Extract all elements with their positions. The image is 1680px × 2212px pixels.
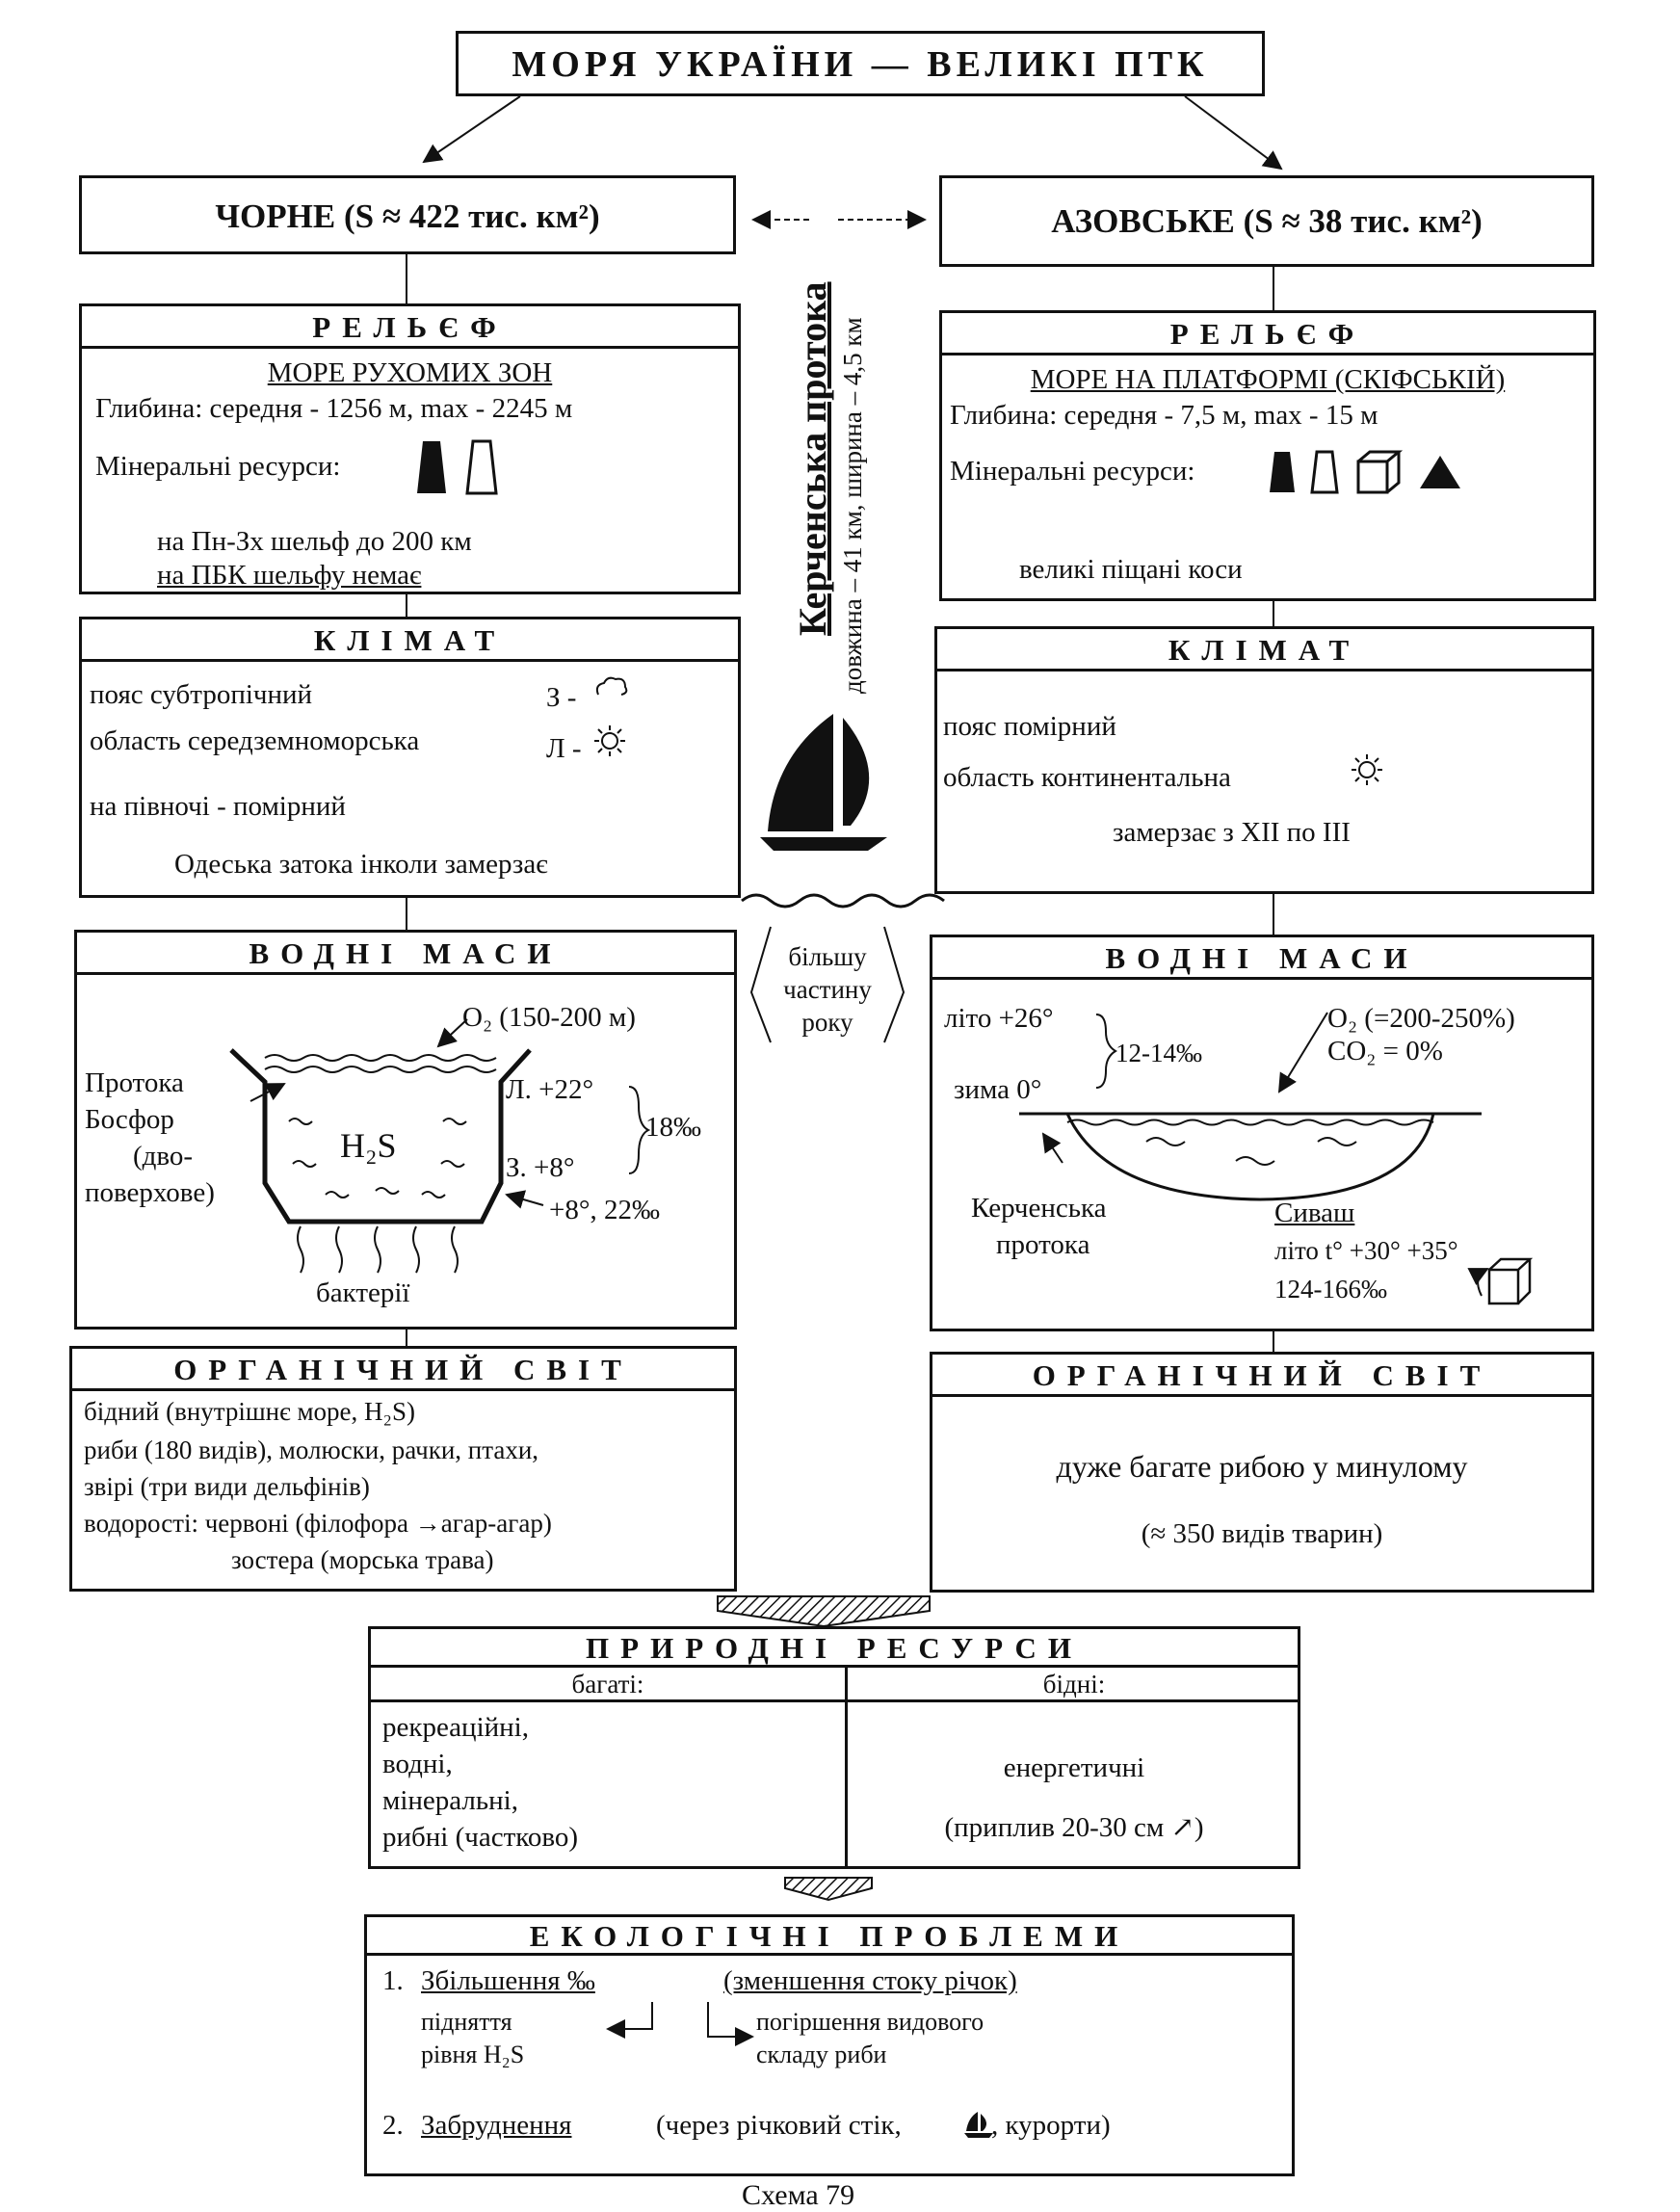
resources-rich-item: водні, [382, 1749, 453, 1779]
sivash-temp: літо t° +30° +35° [1274, 1236, 1458, 1265]
black-organic-line3: звірі (три види дельфінів) [84, 1472, 370, 1501]
eco-p1-effect1-line1: підняття [421, 2008, 512, 2036]
black-relief-box [79, 303, 741, 594]
azov-climate-freeze: замерзає з XII по III [1113, 817, 1351, 848]
black-organic-header: ОРГАНІЧНИЙ СВІТ [72, 1349, 734, 1391]
azov-sea-basin-diagram [932, 937, 1597, 1334]
sivash-label: Сиваш [1274, 1198, 1355, 1228]
black-shelf-south: на ПБК шельфу немає [157, 560, 422, 591]
ship-icon [964, 2110, 993, 2139]
azov-salinity: 12-14‰ [1116, 1039, 1202, 1067]
cloud-icon [592, 675, 631, 700]
black-organic-line1: бідний (внутрішнє море, H₂S) [84, 1397, 415, 1426]
azov-relief-depth: Глибина: середня - 7,5 м, max - 15 м [950, 400, 1378, 431]
black-sea-basin-diagram [77, 933, 740, 1332]
black-o2: O₂ (150-200 м) [462, 1002, 636, 1033]
azov-minerals-label: Мінеральні ресурси: [950, 456, 1195, 487]
middle-note-line3: року [801, 1008, 853, 1037]
black-summer-temp: Л. +22° [506, 1074, 594, 1105]
black-organic-line2: риби (180 видів), молюски, рачки, птахи, [84, 1435, 539, 1464]
ore-triangle-icon [1418, 454, 1462, 492]
azov-o2: O₂ (=200-250%) [1327, 1003, 1515, 1034]
black-minerals-label: Мінеральні ресурси: [95, 451, 341, 482]
sailboat-icon [756, 708, 891, 853]
bosphorus-line3: (дво- [133, 1141, 194, 1172]
eco-p1-effect1-line2: рівня H₂S [421, 2041, 525, 2068]
black-climate-region: область середземноморська [90, 725, 420, 756]
resources-header: ПРИРОДНІ РЕСУРСИ [371, 1629, 1298, 1668]
resources-box [368, 1626, 1300, 1869]
azov-sand-spits: великі піщані коси [1019, 554, 1243, 585]
azov-relief-box [939, 310, 1596, 601]
sun-icon [592, 724, 627, 758]
gas-icon [465, 439, 498, 495]
eco-p1-title: Збільшення ‰ [421, 1965, 595, 1996]
eco-p1-effect2-line1: погіршення видового [756, 2008, 984, 2036]
bosphorus-line2: Босфор [85, 1104, 174, 1135]
figure-caption: Схема 79 [742, 2179, 855, 2211]
eco-p1-note: (зменшення стоку річок) [723, 1965, 1017, 1996]
page-title: МОРЯ УКРАЇНИ — ВЕЛИКІ ПТК [512, 44, 1209, 85]
kerch-strait-name: Керченська протока [791, 281, 834, 636]
black-h2s: H₂S [340, 1126, 397, 1165]
azov-strait-line2: протока [996, 1229, 1090, 1260]
azov-organic-line1: дуже багате рибою у минулому [1056, 1449, 1468, 1484]
bosphorus-line4: поверхове) [85, 1177, 215, 1208]
middle-note-line1: більшу [788, 942, 867, 971]
azov-co2: CO₂ = 0% [1327, 1036, 1443, 1066]
black-climate-box [79, 617, 741, 898]
sivash-salinity: 124-166‰ [1274, 1275, 1387, 1304]
resources-poor-header: бідні: [1042, 1670, 1106, 1698]
black-climate-header: КЛІМАТ [82, 619, 738, 662]
resources-rich-item: мінеральні, [382, 1785, 518, 1816]
winter-mark: З - [546, 682, 577, 713]
summer-mark: Л - [546, 733, 582, 764]
azov-winter-temp: зима 0° [954, 1074, 1042, 1105]
black-sea-heading: ЧОРНЕ (S ≈ 422 тис. км²) [215, 198, 600, 235]
black-shelf-nw: на Пн-Зх шельф до 200 км [157, 526, 472, 557]
azov-relief-header: РЕЛЬЄФ [942, 313, 1593, 356]
black-climate-belt: пояс субтропічний [90, 679, 313, 710]
azov-strait-line1: Керченська [971, 1193, 1107, 1224]
black-sea-heading-box [79, 175, 736, 254]
black-water-box [74, 930, 737, 1330]
black-relief-type: МОРЕ РУХОМИХ ЗОН [267, 357, 553, 388]
black-climate-freeze: Одеська затока інколи замерзає [174, 849, 548, 880]
black-organic-box [69, 1346, 737, 1592]
azov-climate-header: КЛІМАТ [937, 629, 1591, 672]
black-climate-north: на півночі - помірний [90, 791, 346, 822]
black-relief-header: РЕЛЬЄФ [82, 306, 738, 349]
azov-water-box [930, 935, 1594, 1331]
black-winter-temp: З. +8° [506, 1152, 575, 1183]
black-organic-line4: водорості: червоні (філофора →агар-агар) [84, 1509, 552, 1538]
azov-sea-heading: АЗОВСЬКЕ (S ≈ 38 тис. км²) [1051, 202, 1483, 240]
azov-organic-box [930, 1352, 1594, 1593]
kerch-strait-size: довжина – 41 км, ширина – 4,5 км [838, 317, 867, 694]
title-box [456, 31, 1265, 96]
sun-icon [1350, 752, 1384, 787]
resources-rich-header: багаті: [571, 1670, 644, 1698]
eco-header: ЕКОЛОГІЧНІ ПРОБЛЕМИ [367, 1917, 1292, 1956]
azov-sea-heading-box [939, 175, 1594, 267]
gas-icon [1310, 450, 1339, 494]
azov-climate-belt: пояс помірний [943, 711, 1116, 742]
black-bacteria: бактерії [316, 1277, 410, 1308]
oil-icon [1268, 450, 1297, 494]
resources-rich-item: рекреаційні, [382, 1712, 529, 1743]
eco-p2-num: 2. [382, 2110, 404, 2141]
azov-climate-region: область континентальна [943, 762, 1231, 793]
resources-poor-tide: (приплив 20-30 см ↗) [944, 1812, 1204, 1843]
resources-rich-item: рибні (частково) [382, 1822, 579, 1853]
black-organic-line5: зостера (морська трава) [231, 1545, 494, 1574]
eco-p2-note-b: , курорти) [991, 2110, 1111, 2141]
black-water-header: ВОДНІ МАСИ [77, 933, 734, 975]
azov-relief-type: МОРЕ НА ПЛАТФОРМІ (СКІФСЬКІЙ) [1030, 364, 1506, 395]
eco-p2-title: Забруднення [421, 2110, 572, 2141]
black-deep-water: +8°, 22‰ [549, 1195, 660, 1225]
azov-organic-line2: (≈ 350 видів тварин) [1141, 1518, 1383, 1549]
oil-icon [415, 439, 448, 495]
resources-poor-energy: енергетичні [1003, 1752, 1145, 1783]
black-relief-depth: Глибина: середня - 1256 м, max - 2245 м [95, 393, 573, 424]
black-salinity: 18‰ [645, 1112, 701, 1143]
eco-box [364, 1914, 1295, 2176]
azov-climate-box [934, 626, 1594, 894]
eco-p1-num: 1. [382, 1965, 404, 1996]
bosphorus-line1: Протока [85, 1067, 184, 1098]
middle-note-line2: частину [783, 975, 872, 1004]
eco-p1-effect2-line2: складу риби [756, 2041, 887, 2068]
azov-water-header: ВОДНІ МАСИ [932, 937, 1591, 980]
azov-organic-header: ОРГАНІЧНИЙ СВІТ [932, 1355, 1591, 1397]
azov-summer-temp: літо +26° [944, 1003, 1054, 1034]
eco-p2-note-a: (через річковий стік, [656, 2110, 902, 2141]
salt-cube-icon [1354, 448, 1403, 496]
